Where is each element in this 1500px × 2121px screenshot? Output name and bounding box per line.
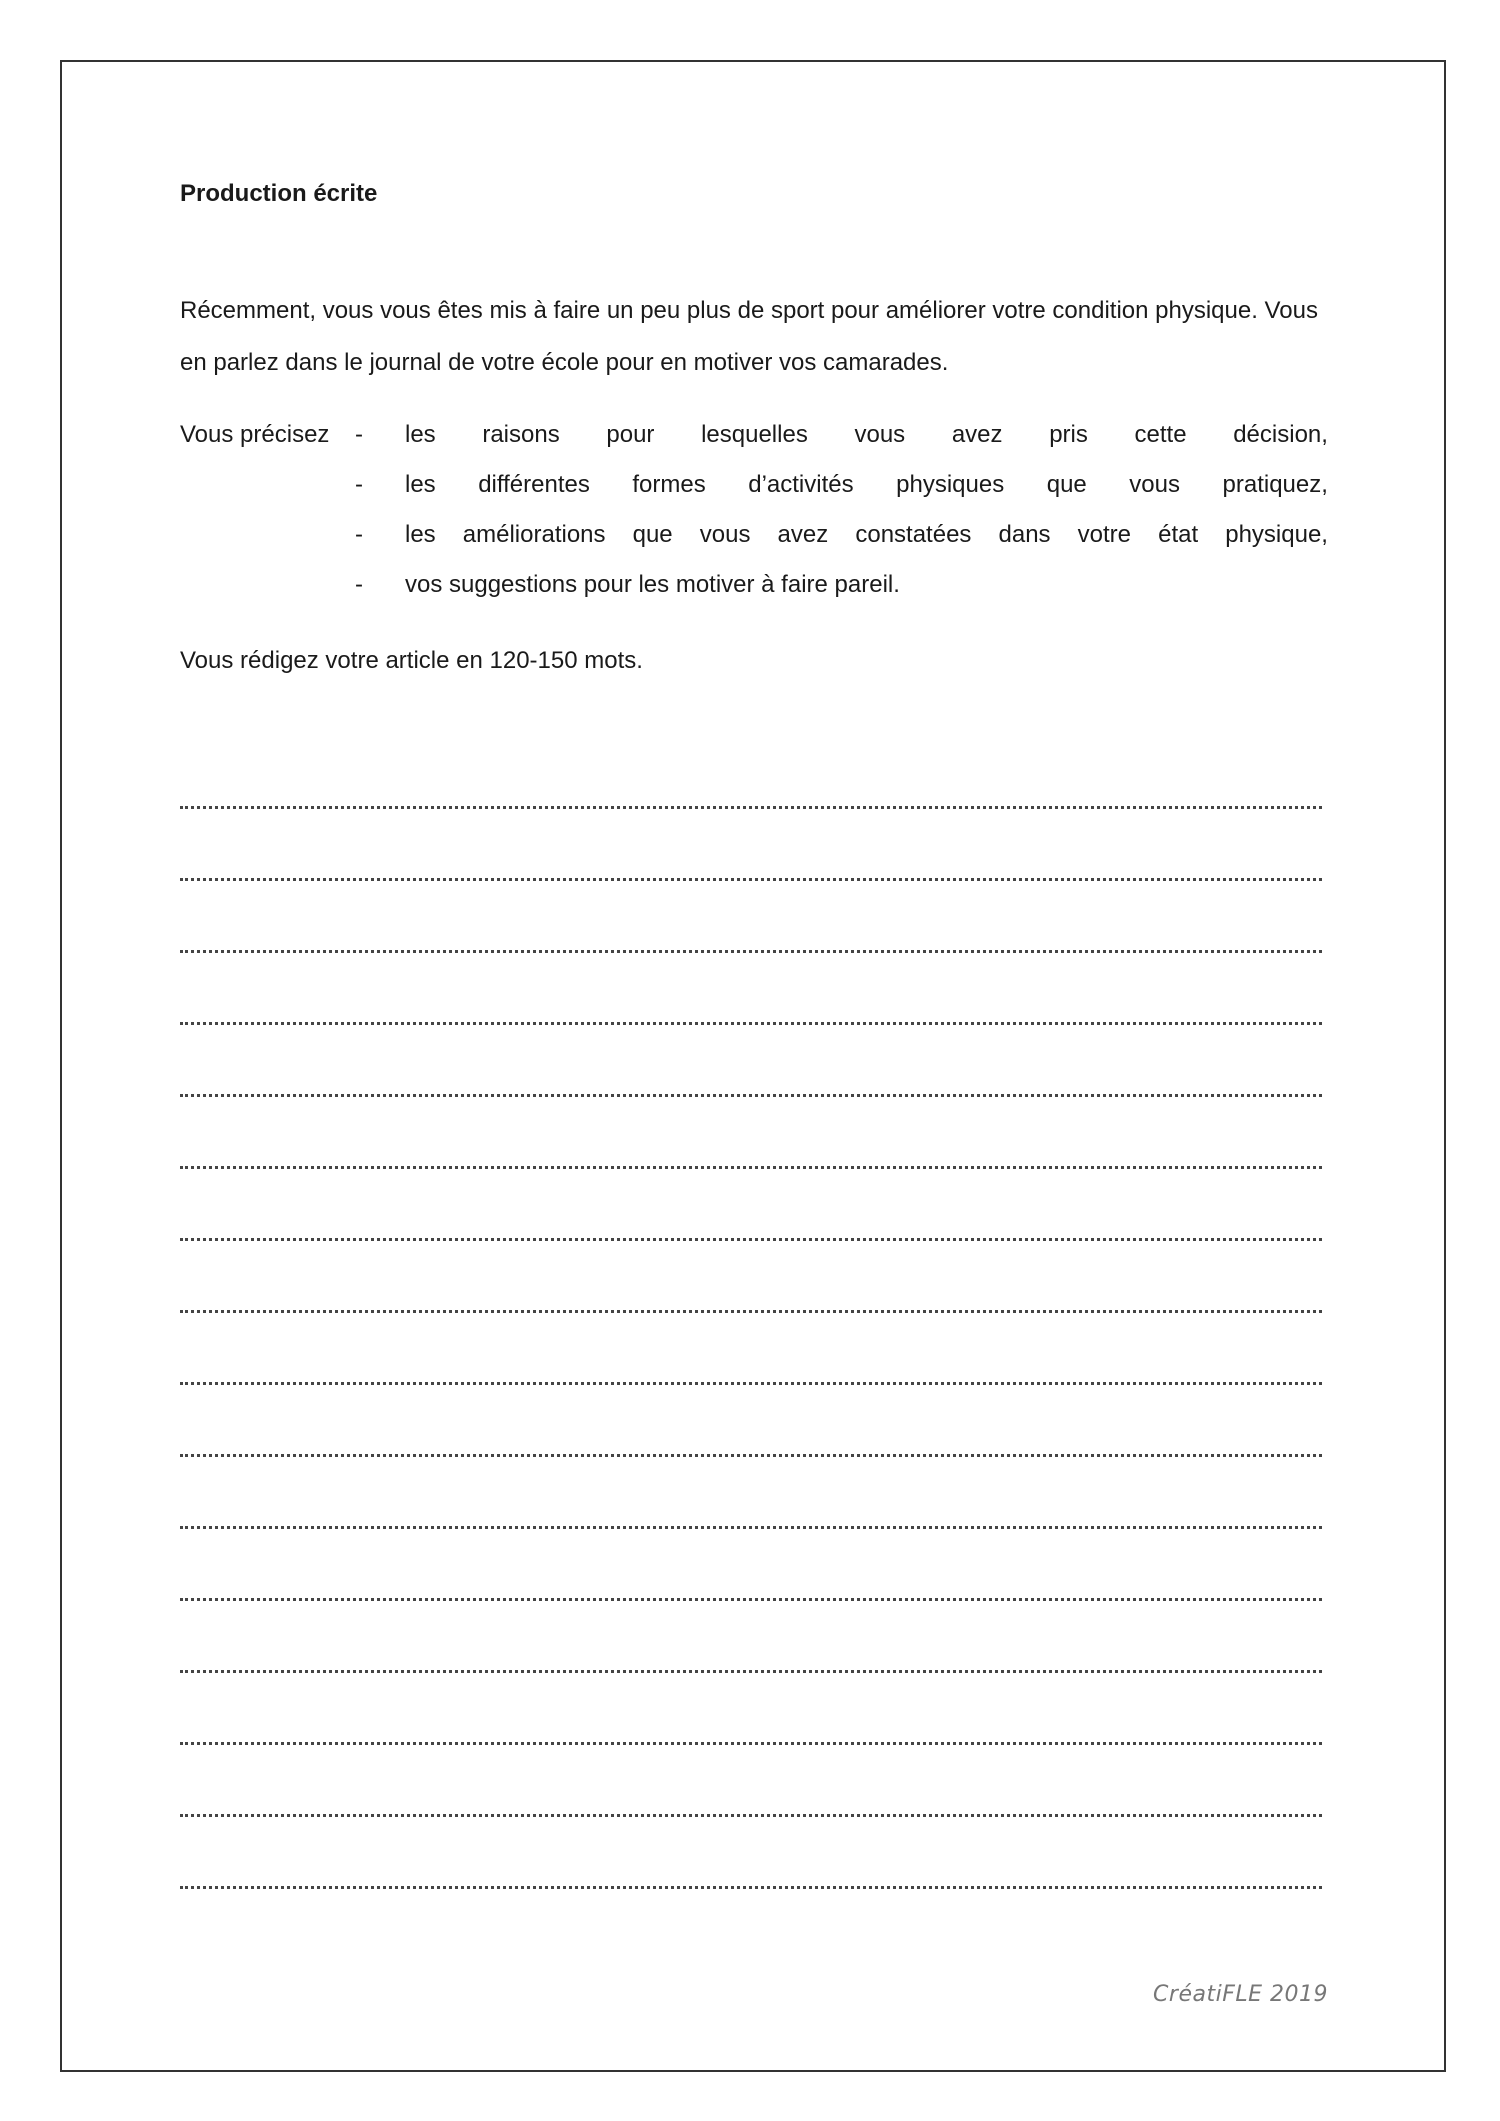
bullet-word: les — [405, 521, 436, 548]
bullet-dash: - — [355, 521, 363, 548]
writing-line[interactable] — [180, 1646, 1322, 1718]
writing-line[interactable] — [180, 1142, 1322, 1214]
bullet-word: vous — [1129, 471, 1180, 498]
bullet-word: raisons — [482, 421, 560, 448]
bullet-word: les — [405, 421, 436, 448]
list-item — [355, 410, 1328, 460]
writing-line[interactable] — [180, 1286, 1322, 1358]
bullet-word: vous — [699, 521, 751, 548]
writing-line[interactable] — [180, 1070, 1322, 1142]
bullet-word: état — [1158, 521, 1199, 548]
instructions-label: Vous précisez — [180, 421, 330, 448]
bullet-word: avez — [951, 421, 1003, 448]
bullet-word: avez — [777, 521, 829, 548]
writing-area — [180, 782, 1322, 1934]
writing-line[interactable] — [180, 1718, 1322, 1790]
bullet-word: lesquelles — [701, 421, 808, 448]
bullet-word: physiques — [896, 471, 1005, 498]
bullet-word: pris — [1049, 421, 1088, 448]
writing-line[interactable] — [180, 1502, 1322, 1574]
bullet-text — [405, 510, 1328, 560]
bullet-word: que — [1046, 471, 1087, 498]
writing-line[interactable] — [180, 1358, 1322, 1430]
instructions-list — [355, 410, 1328, 610]
footer-credit: CréatiFLE 2019 — [1153, 1982, 1328, 2007]
bullet-dash: - — [355, 421, 363, 448]
bullet-word: d’activités — [748, 471, 854, 498]
bullet-dash: - — [355, 471, 363, 498]
bullet-word: pratiquez, — [1222, 471, 1328, 498]
writing-line[interactable] — [180, 1214, 1322, 1286]
word-count-instruction: Vous rédigez votre article en 120-150 mots. — [180, 647, 643, 674]
bullet-word: dans — [998, 521, 1051, 548]
bullet-word: constatées — [855, 521, 972, 548]
bullet-word: formes — [632, 471, 706, 498]
list-item — [355, 560, 1328, 610]
writing-line[interactable] — [180, 926, 1322, 998]
bullet-word: les — [405, 471, 436, 498]
task-intro: Récemment, vous vous êtes mis à faire un peu plus de sport pour améliorer votre condition physique. Vous en parlez dans le journal de votre école pour en motiver vos camarades. — [180, 297, 1318, 376]
writing-line[interactable] — [180, 854, 1322, 926]
writing-line[interactable] — [180, 1790, 1322, 1862]
writing-line[interactable] — [180, 1574, 1322, 1646]
bullet-text: vos suggestions pour les motiver à faire pareil. — [405, 571, 900, 598]
bullet-word: pour — [606, 421, 655, 448]
list-item — [355, 460, 1328, 510]
bullet-word: votre — [1077, 521, 1132, 548]
bullet-word: que — [632, 521, 673, 548]
bullet-dash: - — [355, 571, 363, 598]
writing-line[interactable] — [180, 782, 1322, 854]
bullet-word: améliorations — [462, 521, 606, 548]
bullet-word: physique, — [1225, 521, 1328, 548]
bullet-word: cette — [1134, 421, 1187, 448]
writing-line[interactable] — [180, 1862, 1322, 1934]
bullet-text — [405, 460, 1328, 510]
writing-line[interactable] — [180, 1430, 1322, 1502]
bullet-word: différentes — [478, 471, 590, 498]
bullet-word: décision, — [1233, 421, 1328, 448]
bullet-text — [405, 410, 1328, 460]
bullet-word: vous — [854, 421, 906, 448]
page-title: Production écrite — [180, 180, 378, 207]
list-item — [355, 510, 1328, 560]
writing-line[interactable] — [180, 998, 1322, 1070]
